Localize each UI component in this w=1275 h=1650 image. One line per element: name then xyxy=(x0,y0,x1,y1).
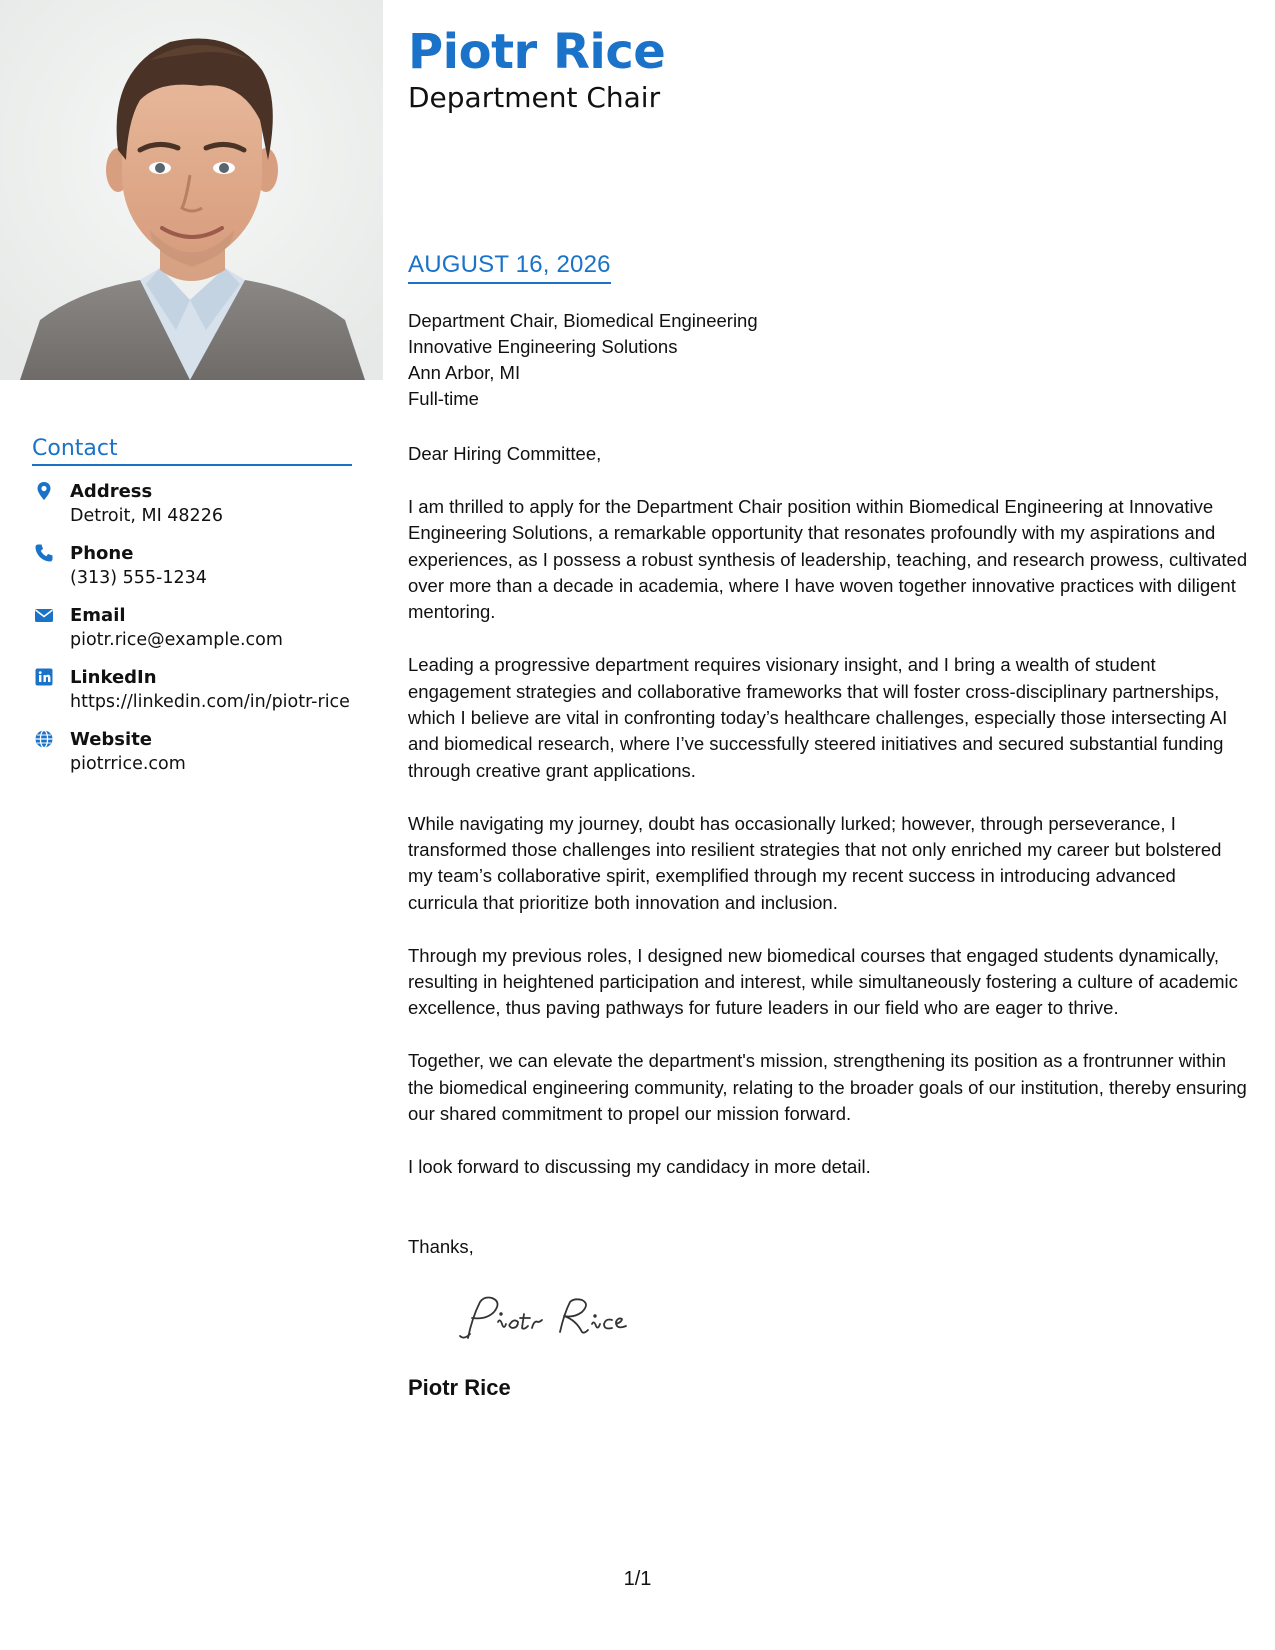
linkedin-icon xyxy=(34,667,54,687)
contact-label: Website xyxy=(70,729,153,750)
contact-label: Email xyxy=(70,605,126,626)
recipient-block xyxy=(408,308,758,412)
envelope-icon xyxy=(34,605,54,625)
contact-item-phone xyxy=(32,542,352,590)
signatory-name: Piotr Rice xyxy=(408,1375,511,1400)
contact-label: Phone xyxy=(70,543,134,564)
contact-section xyxy=(32,436,352,790)
letter-body xyxy=(408,441,1248,1207)
map-pin-icon xyxy=(34,481,54,501)
contact-label: LinkedIn xyxy=(70,667,157,688)
salutation: Dear Hiring Committee, xyxy=(408,443,602,464)
contact-heading: Contact xyxy=(32,436,352,466)
applicant-role: Department Chair xyxy=(408,81,661,114)
phone-icon xyxy=(34,543,54,563)
contact-label: Address xyxy=(70,481,153,502)
contact-item-linkedin xyxy=(32,666,352,714)
phone-value[interactable]: (313) 555-1234 xyxy=(70,568,207,588)
contact-item-email xyxy=(32,604,352,652)
letter-date: AUGUST 16, 2026 xyxy=(408,250,611,284)
body-paragraph: Leading a progressive department requires visionary insight, and I bring a wealth of student engagement strategies and collaborative frameworks that will foster cross-disciplinary partnerships, which I believe are vital in confronting today’s healthcare challenges, especially those intersecting AI and biomedical research, where I’ve successfully steered initiatives and secured substantial funding through creative grant applications. xyxy=(408,654,1228,781)
email-value[interactable]: piotr.rice@example.com xyxy=(70,630,283,650)
applicant-name: Piotr Rice xyxy=(408,24,666,80)
contact-item-address xyxy=(32,480,352,528)
page-number: 1/1 xyxy=(623,1568,652,1590)
recipient-employment-type: Full-time xyxy=(408,388,479,409)
handwritten-signature xyxy=(450,1288,650,1348)
contact-item-website xyxy=(32,728,352,776)
body-paragraph: While navigating my journey, doubt has occasionally lurked; however, through perseverance, I transformed those challenges into resilient strategies that not only enriched my career but bolstered my team’s collaborative spirit, exemplified through my recent success in introducing advanced curricula that prioritize both innovation and inclusion. xyxy=(408,812,1222,913)
linkedin-value[interactable]: https://linkedin.com/in/piotr-rice xyxy=(70,692,350,712)
globe-icon xyxy=(34,729,54,749)
body-paragraph: I am thrilled to apply for the Department Chair position within Biomedical Engineering at Innovative Engineering Solutions, a remarkable opportunity that resonates profoundly with my aspirations and experiences, as I possess a robust synthesis of leadership, teaching, and research prowess, cultivated over more than a decade in academia, where I have woven together innovative practices with diligent mentoring. xyxy=(408,495,1248,623)
recipient-company: Innovative Engineering Solutions xyxy=(408,336,678,357)
address-value: Detroit, MI 48226 xyxy=(70,506,223,526)
body-paragraph: I look forward to discussing my candidacy in more detail. xyxy=(408,1155,871,1177)
recipient-location: Ann Arbor, MI xyxy=(408,362,521,383)
recipient-position: Department Chair, Biomedical Engineering xyxy=(408,310,758,331)
website-value[interactable]: piotrrice.com xyxy=(70,754,186,774)
letter-header xyxy=(408,22,665,116)
profile-photo xyxy=(0,0,383,380)
body-paragraph: Together, we can elevate the department's mission, strengthening its position as a frontrunner within the biomedical engineering community, relating to the broader goals of our institution, thereby ensuring our shared commitment to propel our mission forward. xyxy=(408,1050,1247,1125)
closing: Thanks, xyxy=(408,1236,474,1257)
body-paragraph: Through my previous roles, I designed new biomedical courses that engaged students dynamically, resulting in heightened participation and interest, while simultaneously fostering a culture of academic excellence, thus paving pathways for future leaders in our field who are eager to thrive. xyxy=(408,944,1238,1019)
